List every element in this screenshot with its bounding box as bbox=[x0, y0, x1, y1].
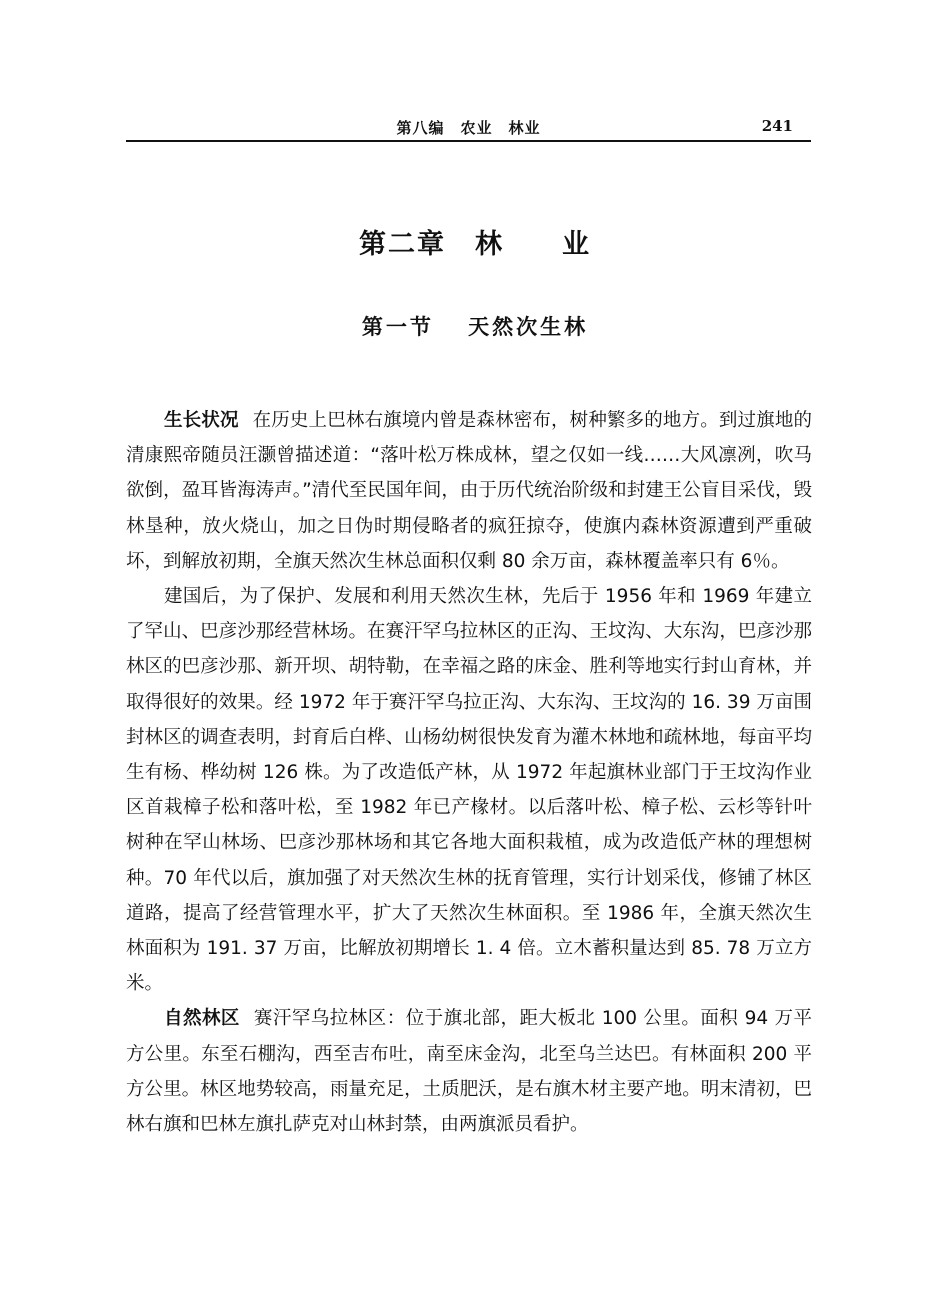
section-title: 第一节 天然次生林 bbox=[361, 314, 589, 339]
paragraph-text: 在历史上巴林右旗境内曾是森林密布，树种繁多的地方。到过旗地的清康熙帝随员汪灏曾描述道：“落叶松万株成林，望之仅如一线……大风凛冽，吹马欲倒，盈耳皆海涛声。”清代至民国年间，由于历代统治阶级和封建王公盲目采伐，毁林垦种，放火烧山，加之日伪时期侵略者的疯狂掠夺，使旗内森林资源遭到严重破坏，到解放初期，全旗天然次生林总面积仅剩 80 余万亩，森林覆盖率只有 6％。 bbox=[126, 410, 812, 572]
paragraph-text: 赛汗罕乌拉林区：位于旗北部，距大板北 100 公里。面积 94 万平方公里。东至石棚沟，西至吉布吐，南至床金沟，北至乌兰达巴。有林面积 200 平方公里。林区地势较高，雨量充足，土质肥沃，是右旗木材主要产地。明末清初，巴林右旗和巴林左旗扎萨克对山林封禁，由两旗派员看护。 bbox=[126, 1008, 812, 1136]
body-text bbox=[126, 403, 812, 1142]
running-head bbox=[126, 117, 811, 141]
header-rule bbox=[126, 140, 811, 142]
paragraph-lead: 生长状况 bbox=[164, 410, 239, 431]
paragraph bbox=[126, 579, 812, 1001]
paragraph bbox=[126, 1001, 812, 1142]
running-title: 第八编 农业 林业 bbox=[396, 119, 541, 137]
paragraph bbox=[126, 403, 812, 579]
paragraph-text: 建国后，为了保护、发展和利用天然次生林，先后于 1956 年和 1969 年建立了罕山、巴彦沙那经营林场。在赛汗罕乌拉林区的正沟、王坟沟、大东沟，巴彦沙那林区的巴彦沙那、新开坝、胡特勒，在幸福之路的床金、胜利等地实行封山育林，并取得很好的效果。经 1972 年于赛汗罕乌拉正沟、大东沟、王坟沟的 16. 39 万亩围封林区的调查表明，封育后白桦、山杨幼树很快发育为灌木林地和疏林地，每亩平均生有杨、桦幼树 126 株。为了改造低产林，从 1972 年起旗林业部门于王坟沟作业区首栽樟子松和落叶松，至 1982 年已产椽材。以后落叶松、樟子松、云杉等针叶树种在罕山林场、巴彦沙那林场和其它各地大面积栽植，成为改造低产林的理想树种。70 年代以后，旗加强了对天然次生林的抚育管理，实行计划采伐，修铺了林区道路，提高了经营管理水平，扩大了天然次生林面积。至 1986 年，全旗天然次生林面积为 191. 37 万亩，比解放初期增长 1. 4 倍。立木蓄积量达到 85. 78 万立方米。 bbox=[126, 586, 812, 995]
paragraph-lead: 自然林区 bbox=[164, 1008, 240, 1030]
page-number: 241 bbox=[761, 117, 793, 135]
chapter-title: 第二章 林 业 bbox=[359, 229, 591, 260]
